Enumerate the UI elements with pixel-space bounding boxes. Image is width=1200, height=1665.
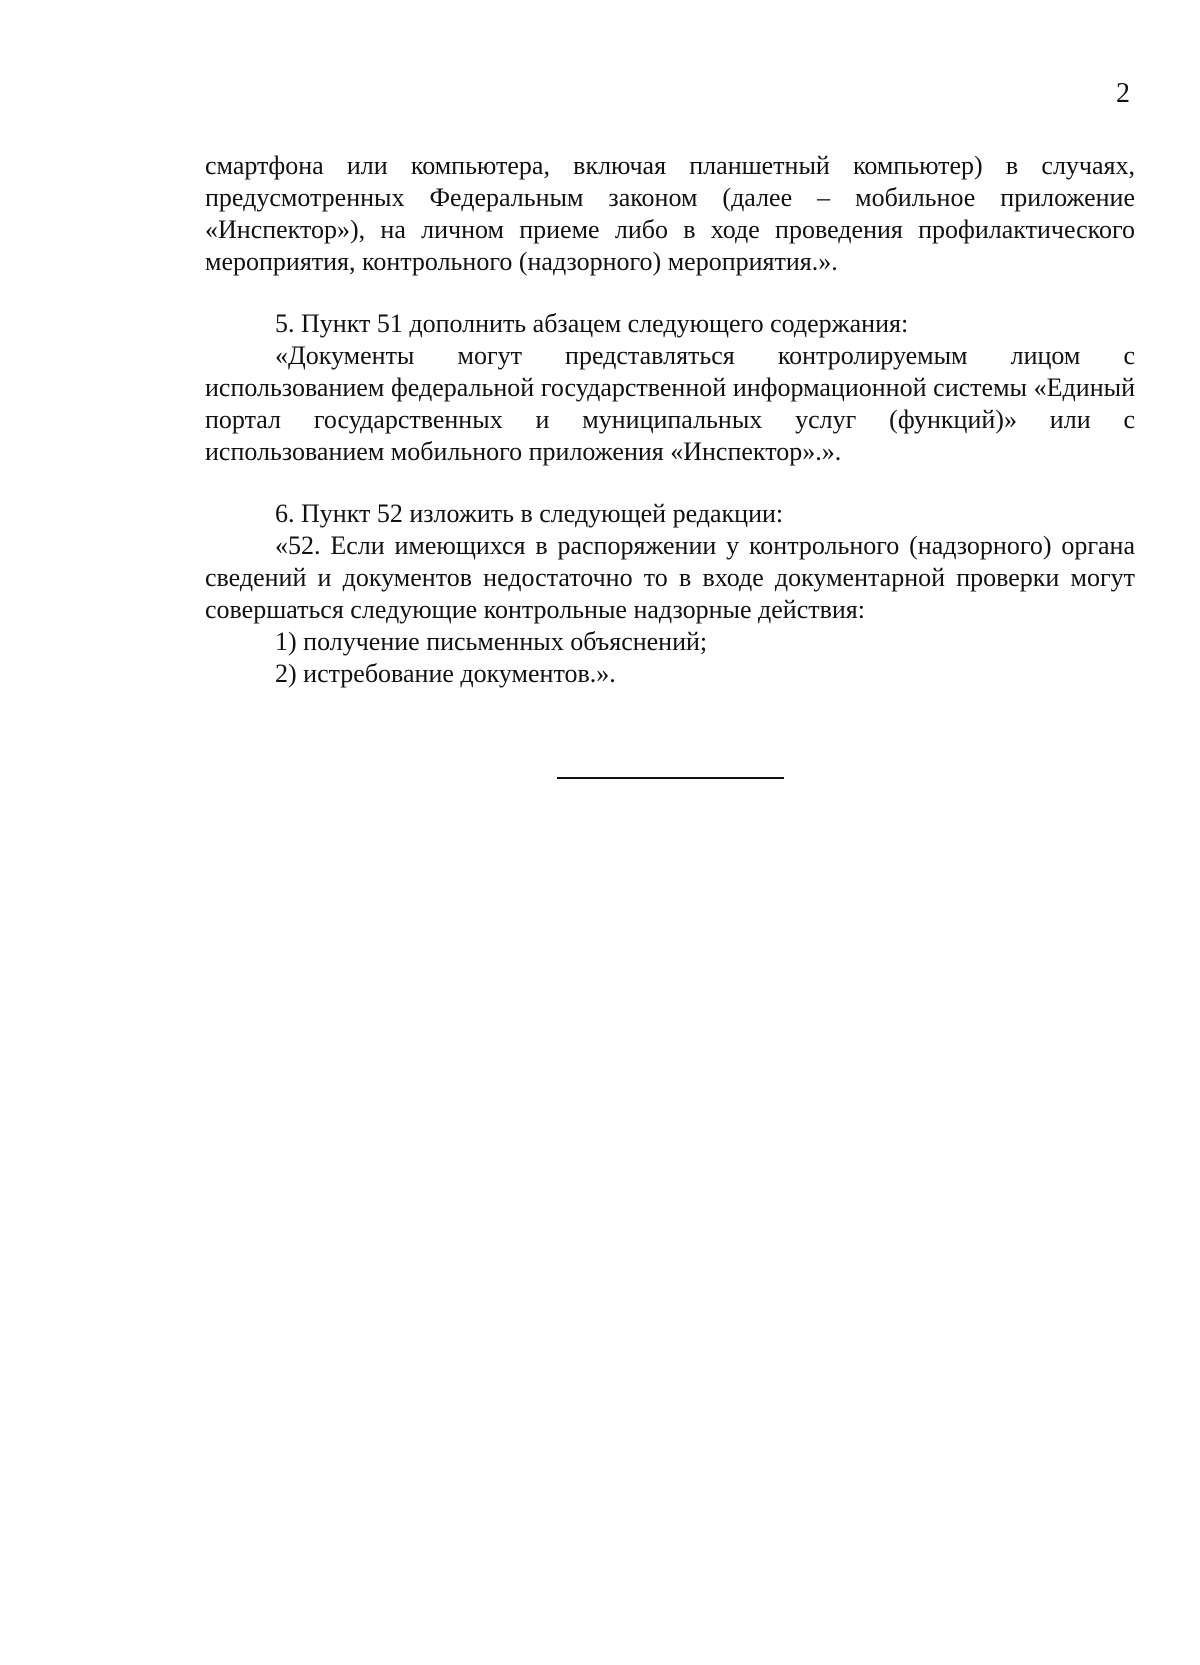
paragraph-item-5-text: «Документы могут представляться контролируемым лицом с использованием федеральной государственной информационной системы «Единый портал государственных и муниципальных услуг (функций)» или с использованием мобильного приложения «Инспектор».». bbox=[205, 341, 1135, 466]
paragraph-item-6-text: «52. Если имеющихся в распоряжении у контрольного (надзорного) органа сведений и документов недостаточно то в входе документарной проверки могут совершаться следующие контрольные надзорные действия: bbox=[205, 531, 1135, 624]
list-item-1: 1) получение письменных объяснений; bbox=[275, 627, 708, 656]
paragraph-item-5-heading: 5. Пункт 51 дополнить абзацем следующего содержания: bbox=[275, 309, 909, 338]
paragraph-continuation: смартфона или компьютера, включая планшетный компьютер) в случаях, предусмотренных Федеральным законом (далее – мобильное приложение «Инспектор»), на личном приеме либо в ходе проведения профилактического мероприятия, контрольного (надзорного) мероприятия.». bbox=[205, 151, 1135, 276]
end-separator-line bbox=[557, 777, 784, 779]
paragraph-item-6-heading: 6. Пункт 52 изложить в следующей редакции: bbox=[275, 499, 784, 528]
document-body bbox=[205, 150, 1135, 690]
list-item-2: 2) истребование документов.». bbox=[275, 659, 616, 688]
page-number: 2 bbox=[1116, 78, 1130, 109]
